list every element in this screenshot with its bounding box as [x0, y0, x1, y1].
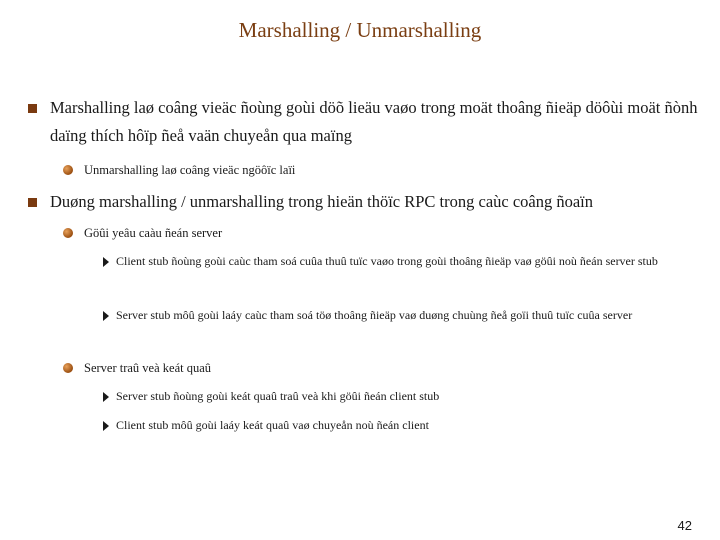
square-bullet-icon: [28, 198, 37, 207]
bullet-level3: [116, 383, 696, 410]
bullet-text: Marshalling laø coâng vieäc ñoùng goùi döõ lieäu vaøo trong moät thoâng ñieäp döôùi moät ñònh daïng thích hôïp ñeå vaän chuyeån qua maïng: [50, 98, 698, 145]
round-bullet-icon: [63, 228, 73, 238]
bullet-text: Server stub môû goùi laáy caùc tham soá töø thoâng ñieäp vaø duøng chuùng ñeå goïi thuû tuïc cuûa server: [116, 308, 633, 322]
bullet-text: Server stub ñoùng goùi keát quaû traû veà khi göûi ñeán client stub: [116, 389, 440, 403]
triangle-bullet-icon: [103, 257, 109, 267]
bullet-text: Server traû veà keát quaû: [84, 361, 212, 375]
bullet-level3: [116, 412, 696, 439]
bullet-text: Göûi yeâu caàu ñeán server: [84, 226, 223, 240]
bullet-text: Duøng marshalling / unmarshalling trong hieän thöïc RPC trong caùc coâng ñoaïn: [50, 192, 594, 211]
bullet-level1: [50, 94, 700, 150]
page-number: 42: [677, 518, 692, 533]
square-bullet-icon: [28, 104, 37, 113]
slide-title: Marshalling / Unmarshalling: [238, 18, 482, 42]
triangle-bullet-icon: [103, 421, 109, 431]
bullet-text: Unmarshalling laø coâng vieäc ngöôïc laïi: [84, 163, 296, 177]
bullet-level2: [84, 160, 694, 180]
round-bullet-icon: [63, 363, 73, 373]
round-bullet-icon: [63, 165, 73, 175]
bullet-text: Client stub ñoùng goùi caùc tham soá cuûa thuû tuïc vaøo trong goùi thoâng ñieäp vaø göûi noù ñeán server stub: [116, 254, 658, 268]
bullet-level3: [116, 248, 696, 275]
triangle-bullet-icon: [103, 311, 109, 321]
triangle-bullet-icon: [103, 392, 109, 402]
bullet-level2: [84, 223, 694, 243]
bullet-level1: [50, 188, 700, 216]
bullet-level3: [116, 302, 696, 329]
bullet-level2: [84, 358, 694, 378]
bullet-text: Client stub môû goùi laáy keát quaû vaø chuyeån noù ñeán client: [116, 418, 429, 432]
